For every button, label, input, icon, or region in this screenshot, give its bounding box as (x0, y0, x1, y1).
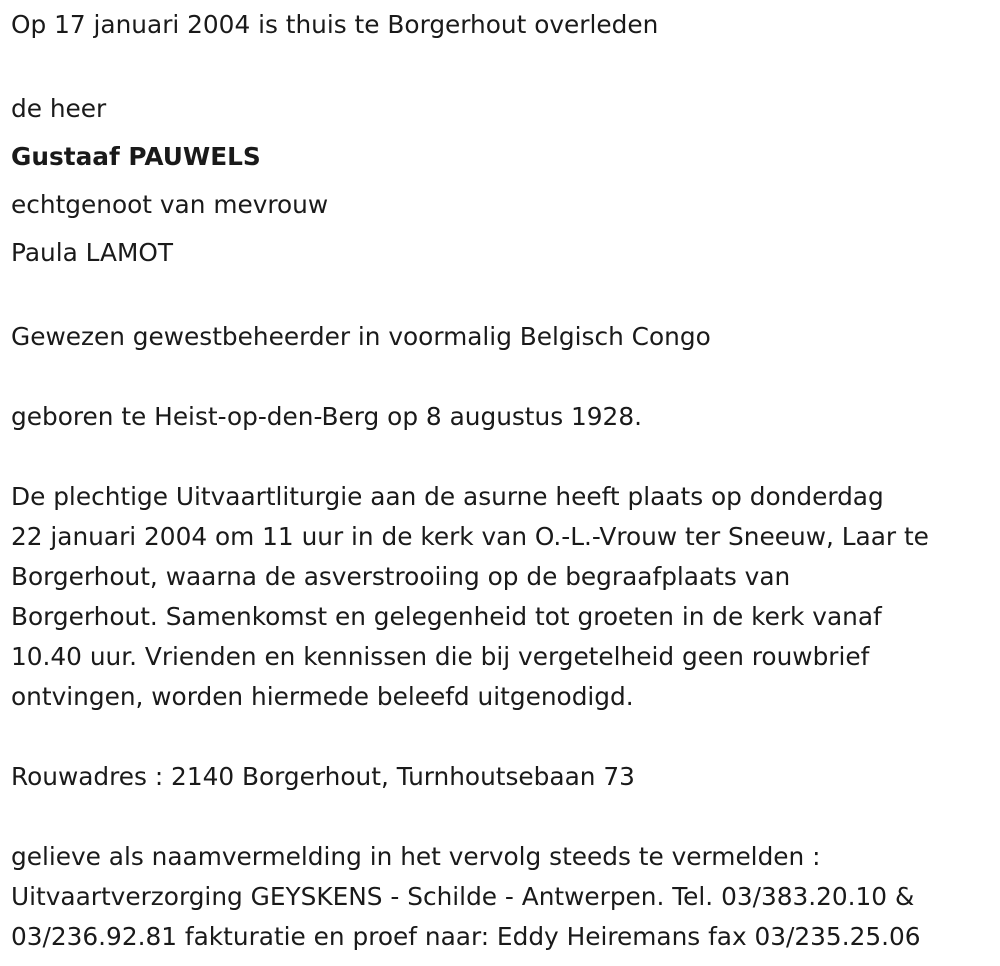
funeral-line: 10.40 uur. Vrienden en kennissen die bij vergetelheid geen rouwbrief (11, 642, 870, 671)
footer-paragraph (11, 837, 1000, 957)
occupation: Gewezen gewestbeheerder in voormalig Belgisch Congo (11, 322, 711, 351)
funeral-line: Borgerhout. Samenkomst en gelegenheid tot groeten in de kerk vanaf (11, 602, 882, 631)
deceased-name: Gustaaf PAUWELS (11, 142, 261, 171)
title-prefix: de heer (11, 94, 107, 123)
footer-line: Uitvaartverzorging GEYSKENS - Schilde - Antwerpen. Tel. 03/383.20.10 & (11, 882, 915, 911)
birth-info: geboren te Heist-op-den-Berg op 8 augustus 1928. (11, 402, 642, 431)
funeral-line: ontvingen, worden hiermede beleefd uitgenodigd. (11, 682, 634, 711)
spacer (11, 277, 1000, 317)
footer-line: 03/236.92.81 fakturatie en proef naar: Eddy Heiremans fax 03/235.25.06 (11, 922, 921, 951)
spacer (11, 357, 1000, 397)
spouse-name: Paula LAMOT (11, 238, 174, 267)
footer-line: gelieve als naamvermelding in het vervolg steeds te vermelden : (11, 842, 821, 871)
spouse-relation: echtgenoot van mevrouw (11, 190, 329, 219)
spacer (11, 45, 1000, 85)
mourning-address: Rouwadres : 2140 Borgerhout, Turnhoutsebaan 73 (11, 762, 635, 791)
spacer (11, 797, 1000, 837)
spacer (11, 717, 1000, 757)
opening-line: Op 17 januari 2004 is thuis te Borgerhout overleden (11, 10, 659, 39)
funeral-line: Borgerhout, waarna de asverstrooiing op de begraafplaats van (11, 562, 791, 591)
funeral-line: De plechtige Uitvaartliturgie aan de asurne heeft plaats op donderdag (11, 482, 884, 511)
spacer (11, 437, 1000, 477)
funeral-line: 22 januari 2004 om 11 uur in de kerk van O.-L.-Vrouw ter Sneeuw, Laar te (11, 522, 929, 551)
funeral-paragraph (11, 477, 1000, 717)
